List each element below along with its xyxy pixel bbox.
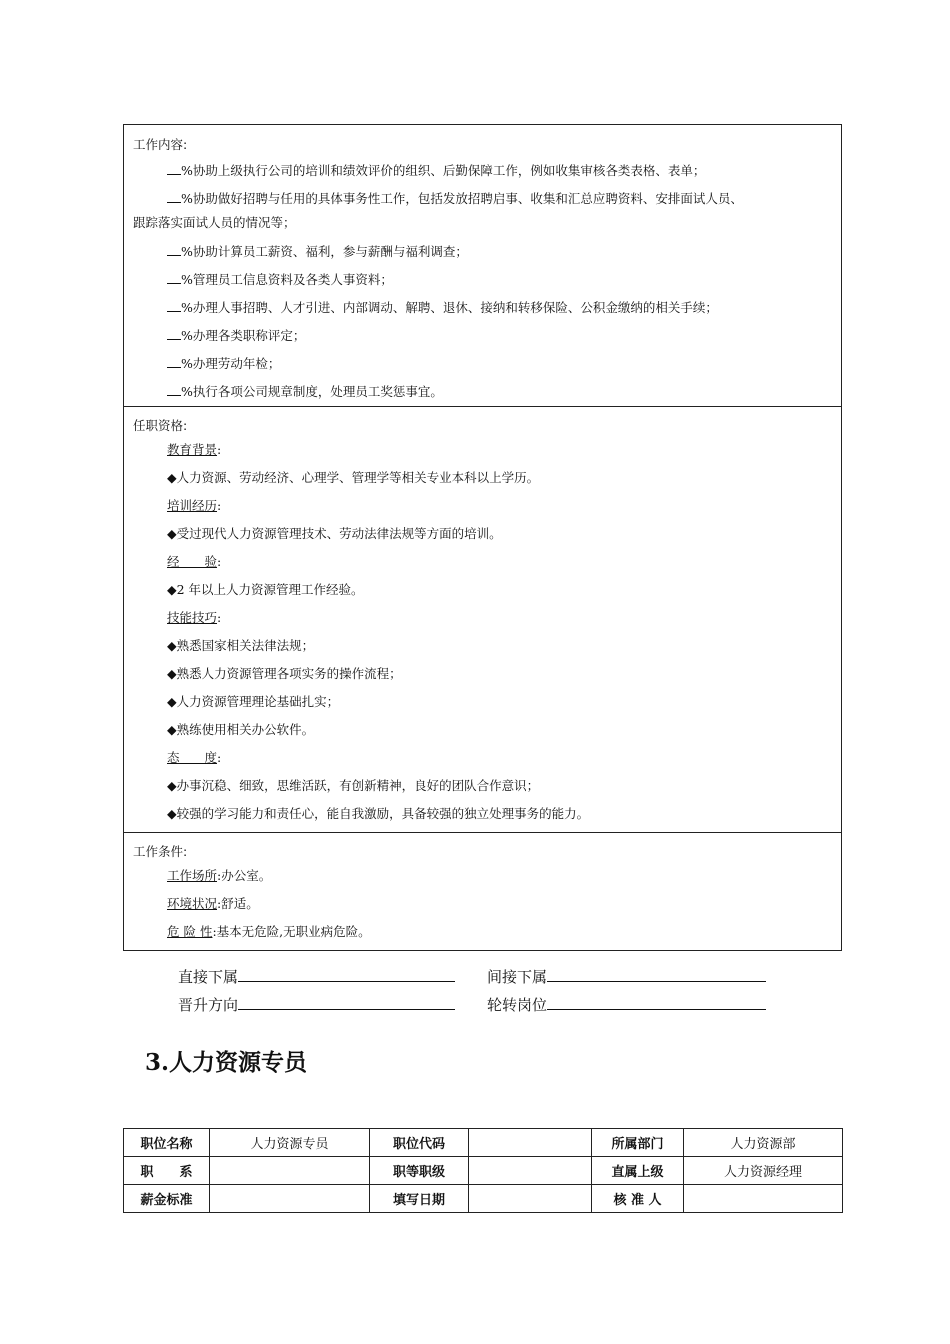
table-cell-value <box>469 1185 592 1213</box>
table-cell-value <box>210 1157 370 1185</box>
education-item: ◆人力资源、劳动经济、心理学、管理学等相关专业本科以上学历。 <box>167 470 540 485</box>
attitude-item: ◆较强的学习能力和责任心，能自我激励，具备较强的独立处理事务的能力。 <box>167 806 590 821</box>
fill-line[interactable] <box>547 993 766 1010</box>
risk-row: 危 险 性:基本无危险,无职业病危险。 <box>167 924 371 939</box>
table-cell-value <box>684 1185 843 1213</box>
table-cell-value: 人力资源专员 <box>210 1129 370 1157</box>
work-item: %协助上级执行公司的培训和绩效评价的组织、后勤保障工作，例如收集审核各类表格、表单； <box>167 162 705 179</box>
table-cell-label: 薪金标准 <box>124 1185 210 1213</box>
work-item: %办理各类职称评定； <box>167 327 305 344</box>
skills-label: 技能技巧: <box>167 610 222 625</box>
promotion-field: 晋升方向 <box>178 993 455 1015</box>
work-item: %管理员工信息资料及各类人事资料； <box>167 271 393 288</box>
work-content-title: 工作内容: <box>133 137 188 152</box>
work-item: %办理劳动年检； <box>167 355 280 372</box>
table-cell-value <box>469 1157 592 1185</box>
direct-subordinate-field: 直接下属 <box>178 965 455 987</box>
skills-item: ◆熟悉人力资源管理各项实务的操作流程； <box>167 666 402 681</box>
indirect-subordinate-field: 间接下属 <box>487 965 766 987</box>
table-cell-value: 人力资源部 <box>684 1129 843 1157</box>
table-cell-label: 直属上级 <box>592 1157 684 1185</box>
education-label: 教育背景: <box>167 442 222 457</box>
work-content-section <box>123 124 842 407</box>
table-row <box>124 1157 843 1185</box>
table-cell-label: 填写日期 <box>370 1185 469 1213</box>
skills-item: ◆熟练使用相关办公软件。 <box>167 722 315 737</box>
training-item: ◆受过现代人力资源管理技术、劳动法律法规等方面的培训。 <box>167 526 502 541</box>
work-item-continuation: 跟踪落实面试人员的情况等； <box>133 215 296 230</box>
table-row <box>124 1185 843 1213</box>
table-cell-label: 职位代码 <box>370 1129 469 1157</box>
table-cell-label: 职 系 <box>124 1157 210 1185</box>
qualifications-title: 任职资格: <box>133 418 188 433</box>
table-cell-value <box>210 1185 370 1213</box>
fill-line[interactable] <box>238 993 455 1010</box>
skills-item: ◆人力资源管理理论基础扎实； <box>167 694 340 709</box>
position-info-table <box>123 1128 843 1213</box>
training-label: 培训经历: <box>167 498 222 513</box>
environment-row: 环境状况:舒适。 <box>167 896 259 911</box>
work-conditions-title: 工作条件: <box>133 844 188 859</box>
table-cell-label: 核 准 人 <box>592 1185 684 1213</box>
fill-line[interactable] <box>547 965 766 982</box>
fill-line[interactable] <box>238 965 455 982</box>
work-item: %协助计算员工薪资、福利，参与薪酬与福利调查； <box>167 243 468 260</box>
table-cell-label: 职等职级 <box>370 1157 469 1185</box>
experience-item: ◆2 年以上人力资源管理工作经验。 <box>167 582 364 597</box>
table-cell-label: 所属部门 <box>592 1129 684 1157</box>
table-cell-label: 职位名称 <box>124 1129 210 1157</box>
rotation-field: 轮转岗位 <box>487 993 766 1015</box>
work-item: %协助做好招聘与任用的具体事务性工作，包括发放招聘启事、收集和汇总应聘资料、安排面试人员、 <box>167 190 743 207</box>
skills-item: ◆熟悉国家相关法律法规； <box>167 638 315 653</box>
table-cell-value: 人力资源经理 <box>684 1157 843 1185</box>
workplace-row: 工作场所:办公室。 <box>167 868 272 883</box>
work-item: %办理人事招聘、人才引进、内部调动、解聘、退休、接纳和转移保险、公积金缴纳的相关手续； <box>167 299 718 316</box>
attitude-item: ◆办事沉稳、细致，思维活跃，有创新精神，良好的团队合作意识； <box>167 778 540 793</box>
table-cell-value <box>469 1129 592 1157</box>
qualifications-section <box>123 406 842 833</box>
section-heading: 3.人力资源专员 <box>145 1049 308 1076</box>
experience-label: 经 验: <box>167 554 222 569</box>
table-row <box>124 1129 843 1157</box>
work-item: %执行各项公司规章制度，处理员工奖惩事宜。 <box>167 383 443 400</box>
work-conditions-section <box>123 832 842 951</box>
attitude-label: 态 度: <box>167 750 222 765</box>
